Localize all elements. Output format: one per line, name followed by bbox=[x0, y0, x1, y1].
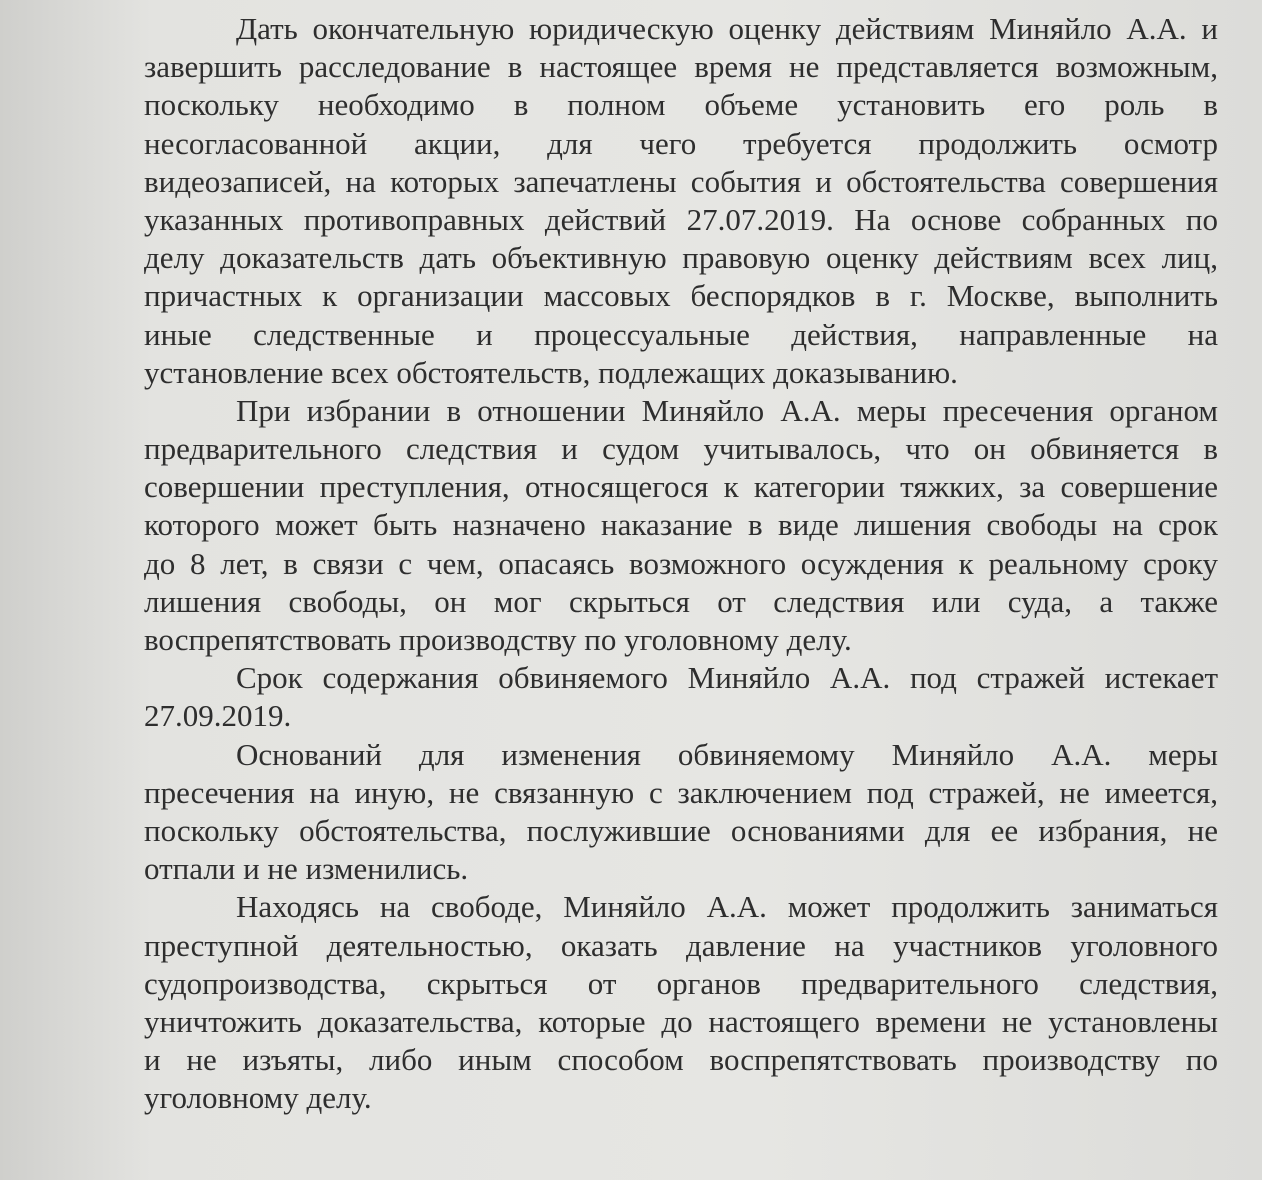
text-line: видеозаписей, на которых запечатлены события и обстоятельства совершения bbox=[144, 163, 1218, 199]
text-line: совершении преступления, относящегося к категории тяжких, за совершение bbox=[144, 469, 1218, 505]
text-line: преступной деятельностью, оказать давление на участников уголовного bbox=[144, 927, 1218, 963]
text-line: предварительного следствия и судом учитывалось, что он обвиняется в bbox=[144, 431, 1218, 467]
text-line: пресечения на иную, не связанную с заключением под стражей, не имеется, bbox=[144, 774, 1218, 810]
text-line: Оснований для изменения обвиняемому Миняйло А.А. меры bbox=[236, 736, 1218, 772]
paragraph-2 bbox=[52, 392, 1218, 659]
text-line: Срок содержания обвиняемого Миняйло А.А. под стражей истекает bbox=[236, 660, 1218, 696]
text-line: Находясь на свободе, Миняйло А.А. может продолжить заниматься bbox=[236, 889, 1218, 925]
text-line: воспрепятствовать производству по уголовному делу. bbox=[144, 622, 852, 657]
text-line: причастных к организации массовых беспорядков в г. Москве, выполнить bbox=[144, 278, 1218, 314]
text-line: указанных противоправных действий 27.07.2019. На основе собранных по bbox=[144, 201, 1218, 237]
document-body bbox=[52, 10, 1218, 1117]
text-line: При избрании в отношении Миняйло А.А. меры пресечения органом bbox=[236, 392, 1218, 428]
text-line: несогласованной акции, для чего требуется продолжить осмотр bbox=[144, 125, 1218, 161]
text-line: 27.09.2019. bbox=[144, 698, 292, 734]
text-line: и не изъяты, либо иным способом воспрепятствовать производству по bbox=[144, 1042, 1218, 1078]
text-line: поскольку необходимо в полном объеме установить его роль в bbox=[144, 87, 1218, 123]
text-line: которого может быть назначено наказание в виде лишения свободы на срок bbox=[144, 507, 1218, 543]
paragraph-3 bbox=[52, 659, 1218, 735]
text-line: до 8 лет, в связи с чем, опасаясь возможного осуждения к реальному сроку bbox=[144, 545, 1218, 581]
text-line: Дать окончательную юридическую оценку действиям Миняйло А.А. и bbox=[236, 11, 1218, 46]
text-line: поскольку обстоятельства, послужившие основаниями для ее избрания, не bbox=[144, 812, 1218, 848]
text-line: завершить расследование в настоящее время не представляется возможным, bbox=[144, 49, 1218, 85]
text-line: делу доказательств дать объективную правовую оценку действиям всех лиц, bbox=[144, 240, 1218, 276]
text-line: лишения свободы, он мог скрыться от следствия или суда, а также bbox=[144, 583, 1218, 619]
text-line: судопроизводства, скрыться от органов предварительного следствия, bbox=[144, 965, 1218, 1001]
text-line: отпали и не изменились. bbox=[144, 851, 469, 887]
paragraph-4 bbox=[52, 736, 1218, 889]
paragraph-1 bbox=[52, 10, 1218, 392]
text-line: иные следственные и процессуальные действия, направленные на bbox=[144, 316, 1218, 352]
paragraph-5 bbox=[52, 888, 1218, 1117]
text-line: уголовному делу. bbox=[144, 1080, 372, 1116]
text-line: уничтожить доказательства, которые до настоящего времени не установлены bbox=[144, 1003, 1218, 1039]
text-line: установление всех обстоятельств, подлежащих доказыванию. bbox=[144, 354, 958, 390]
